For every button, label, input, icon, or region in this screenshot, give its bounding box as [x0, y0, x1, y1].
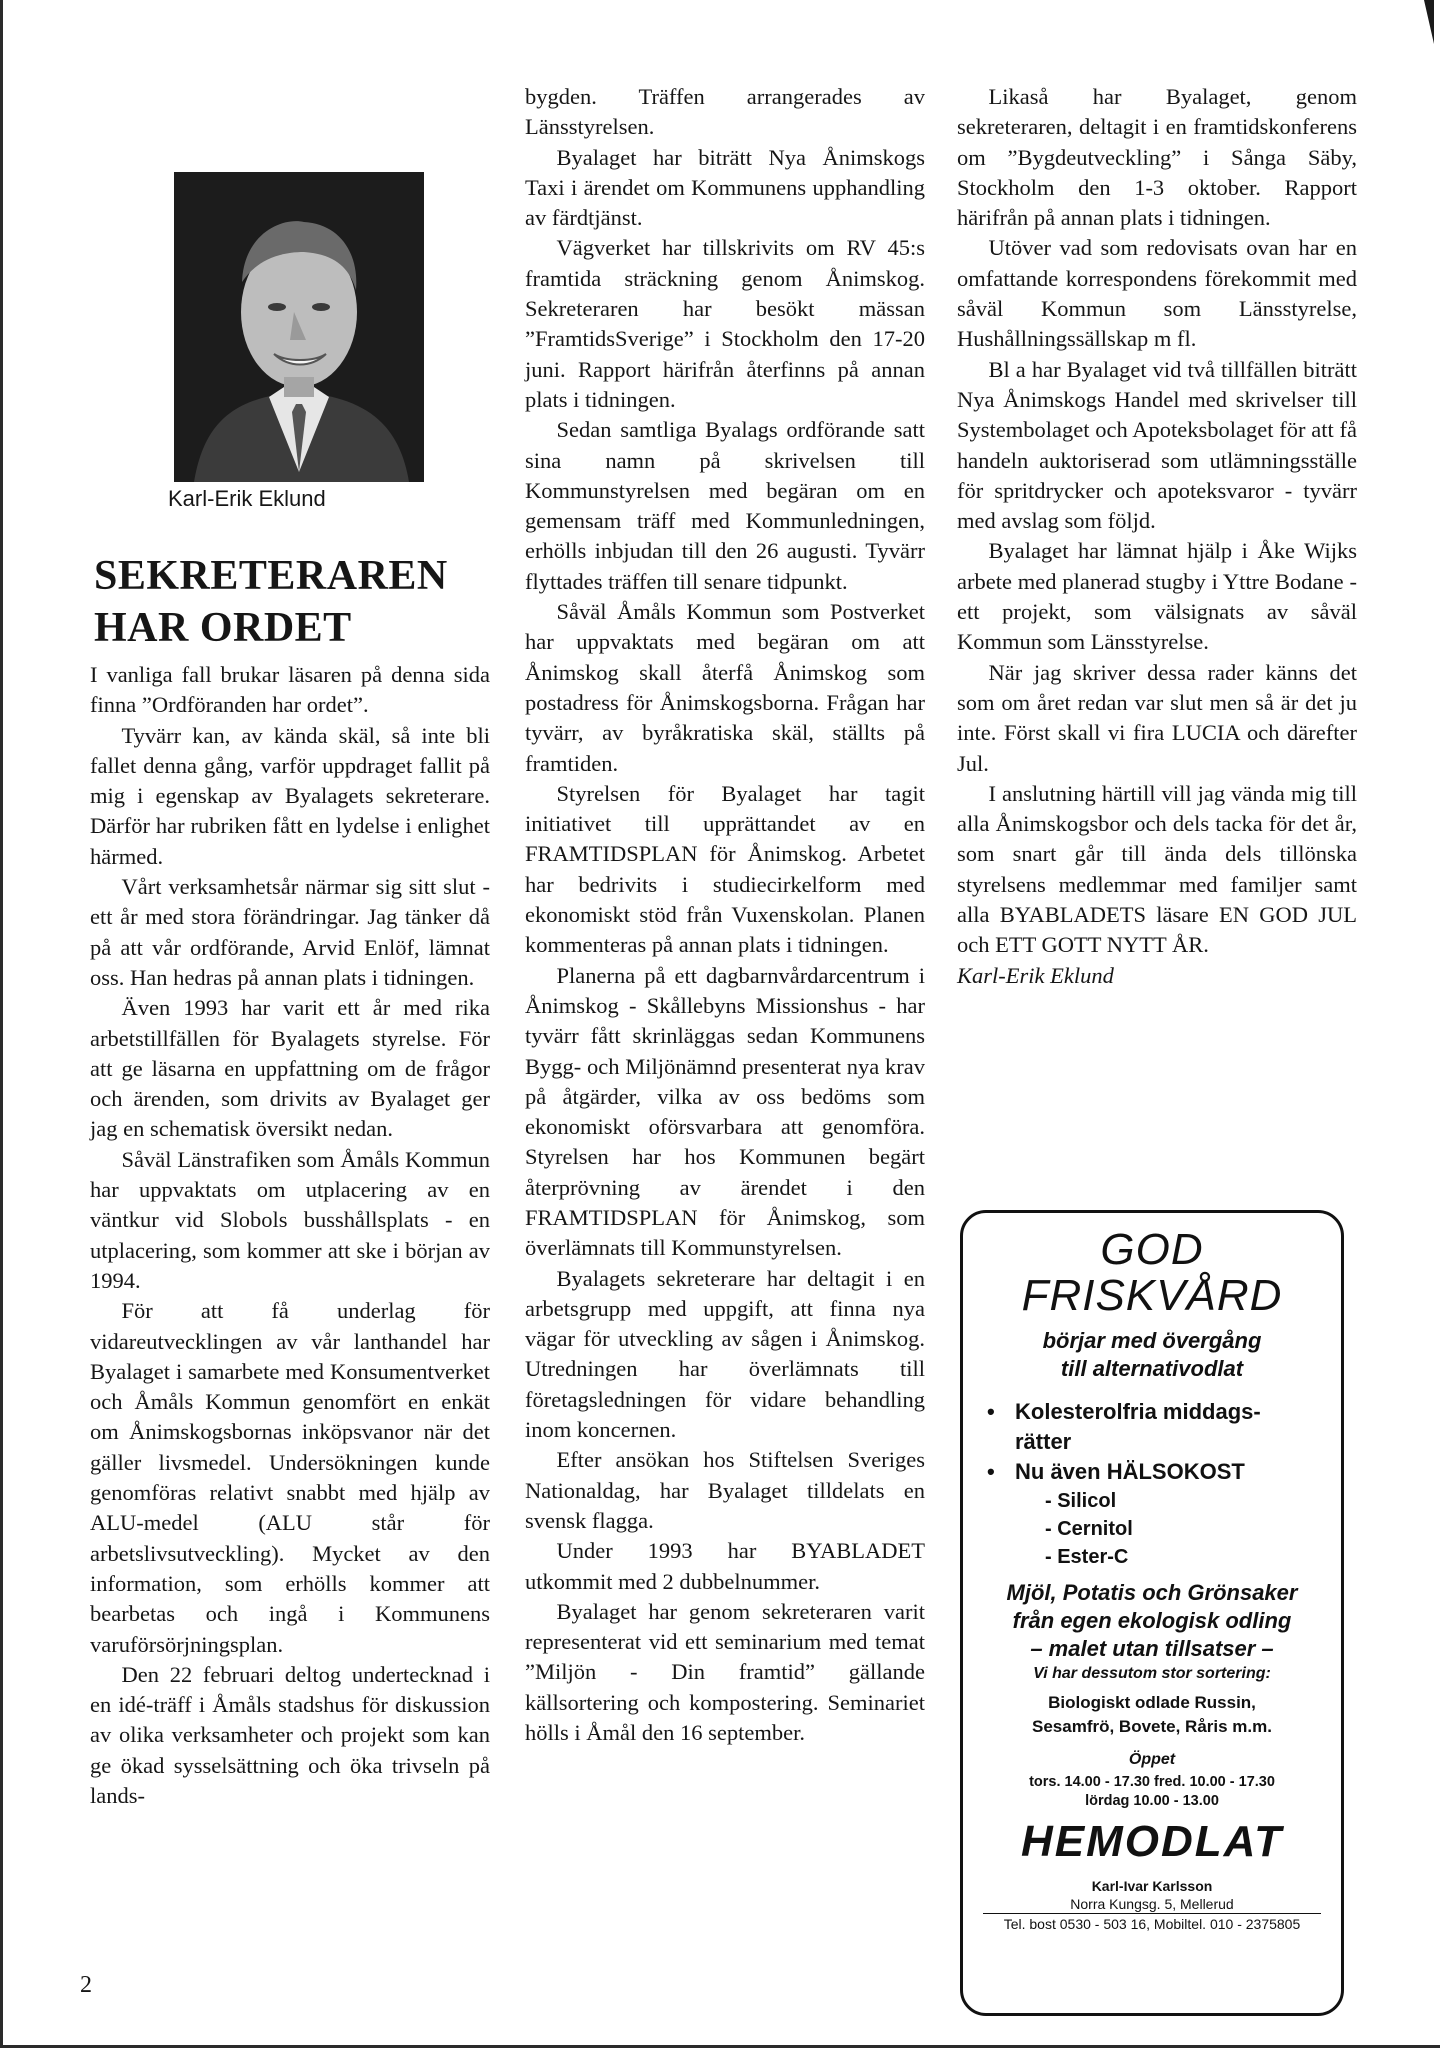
ad-assortment-text: Vi har dessutom stor sortering: — [1033, 1665, 1271, 1682]
ad-subheadline-line-2: till alternativodlat — [1060, 1356, 1244, 1381]
ad-produce-line: från egen ekologisk odling — [1012, 1608, 1292, 1633]
ad-subheadline — [963, 1327, 1341, 1383]
paragraph: I anslutning härtill vill jag vända mig till alla Ånimskogsbor och dels tacka för det år, som snart går till ända dels tillönska styrelsens medlemmar med familjer samt alla BYABLADETS läsare EN GOD JUL och ETT GOTT NYTT ÅR. — [957, 780, 1357, 958]
ad-bullet-line: Kolesterolfria middags- — [1015, 1399, 1261, 1424]
paragraph: bygden. Träffen arrangerades av Länsstyrelsen. — [525, 84, 925, 140]
paragraph: För att få underlag för vidareutvecklingen av vår lanthandel har Byalaget i samarbete med Konsumentverket och Åmåls Kommun genomfört en enkät om Ånimskogsbornas inköpsvanor när det gäller livsmedel. Undersökningen kunde genomföras relativt snabbt med hjälp av ALU-medel (ALU står för arbetslivsutveckling). Mycket av den information, som erhölls kommer att bearbetas och ingå i Kommunens varuförsörjningsplan. — [90, 1298, 490, 1657]
ad-sub-item: - Silicol — [1045, 1490, 1117, 1512]
ad-products-line: Biologiskt odlade Russin, — [1048, 1693, 1256, 1712]
ad-sub-item: - Cernitol — [1045, 1518, 1133, 1540]
paragraph: Bl a har Byalaget vid två tillfällen biträtt Nya Ånimskogs Handel med skrivelser till Systembolaget och Apoteksbolaget för att få handeln auktoriserad som utlämningsställe för spritdrycker och apoteksvaror - tyvärr med avslag som följd. — [957, 356, 1357, 534]
page-number: 2 — [80, 1972, 92, 1998]
paragraph: Byalaget har biträtt Nya Ånimskogs Taxi i ärendet om Kommunens upphandling av färdtjänst. — [525, 144, 925, 231]
advertisement-box — [960, 1210, 1344, 2016]
paragraph: Under 1993 har BYABLADET utkommit med 2 dubbelnummer. — [525, 1538, 925, 1594]
portrait-photo — [174, 172, 424, 482]
paragraph: Även 1993 har varit ett år med rika arbetstillfällen för Byalagets styrelse. För att ge läsarna en uppfattning om de frågor och ärenden, som drivits av Byalaget ger jag en schematisk översikt nedan. — [90, 995, 490, 1142]
headline-line-2: HAR ORDET — [94, 605, 352, 651]
ad-produce-line: – malet utan tillsatser – — [1030, 1636, 1274, 1661]
paragraph: Vårt verksamhetsår närmar sig sitt slut - ett år med stora förändringar. Jag tänker då på att vår ordförande, Arvid Enlöf, lämnat oss. Han hedras på annan plats i tidningen. — [90, 874, 490, 990]
ad-bullet-text — [1015, 1397, 1261, 1457]
ad-owner-name: Karl-Ivar Karlsson — [1091, 1878, 1213, 1894]
paragraph: Sedan samtliga Byalags ordförande satt sina namn på skrivelsen till Kommunstyrelsen med begäran om en gemensam träff med Kommunledningen, erhölls inbjudan till den 26 augusti. Tyvärr flyttades träffen till senare tidpunkt. — [525, 417, 925, 594]
ad-products-line: Sesamfrö, Bovete, Råris m.m. — [1032, 1717, 1272, 1736]
paragraph: Byalaget har lämnat hjälp i Åke Wijks arbete med planerad stugby i Yttre Bodane - ett projekt, som välsignats av såväl Kommun som Länsstyrelse. — [957, 538, 1357, 655]
ad-opening-hours — [963, 1773, 1341, 1811]
ad-produce-line: Mjöl, Potatis och Grönsaker — [1006, 1580, 1298, 1605]
ad-address: Norra Kungsg. 5, Mellerud — [1070, 1896, 1234, 1912]
paragraph: Planerna på ett dagbarnvårdarcentrum i Ånimskog - Skållebyns Missionshus - har tyvärr fått skrinläggas sedan Kommunens Bygg- och Miljönämnd presenterat nya krav på åtgärder, vilka av oss bedöms som ekonomiskt oförsvarbara att genomföra. Styrelsen har hos Kommunen begärt återprövning av ärendet i den FRAMTIDSPLAN för Ånimskog, som överlämnats till Kommunstyrelsen. — [525, 962, 925, 1261]
paragraph: Tyvärr kan, av kända skäl, så inte bli fallet denna gång, varför uppdraget fallit på mig i egenskap av Byalagets sekreterare. Därför har rubriken fått en lydelse i enlighet härmed. — [90, 722, 490, 869]
paragraph: När jag skriver dessa rader känns det som om året redan var slut men så är det ju inte. Först skall vi fira LUCIA och därefter Jul. — [957, 659, 1357, 776]
ad-subheadline-line-1: börjar med övergång — [1042, 1328, 1262, 1353]
ad-hours-line: tors. 14.00 - 17.30 fred. 10.00 - 17.30 — [1029, 1774, 1275, 1790]
paragraph: Byalagets sekreterare har deltagit i en arbetsgrupp med uppgift, att finna nya vägar för utveckling av sågen i Ånimskog. Utredningen har överlämnats till företagsledningen för vidare behandling inom koncernen. — [525, 1265, 925, 1443]
ad-bullet-list — [987, 1397, 1325, 1571]
paragraph: Efter ansökan hos Stiftelsen Sveriges Nationaldag, har Byalaget tilldelats en svensk flagga. — [525, 1447, 925, 1533]
paragraph: Såväl Åmåls Kommun som Postverket har uppvaktats med begäran om att Ånimskog skall återfå Ånimskog som postadress för Ånimskogsborna. Frågan har tyvärr, av byråkratiska skäl, ställts på framtiden. — [525, 599, 925, 776]
article-column-left — [90, 660, 490, 1811]
ad-bullet-item — [987, 1397, 1325, 1457]
article-signature: Karl-Erik Eklund — [957, 962, 1114, 988]
paragraph: Den 22 februari deltog undertecknad i en idé-träff i Åmåls stadshus för diskussion av olika verksamheter och projekt som kan ge ökad sysselsättning och öka trivseln på lands- — [90, 1661, 490, 1808]
ad-headline-friskvard: FRISKVÅRD — [1021, 1271, 1283, 1320]
ad-sub-item: - Ester-C — [1045, 1546, 1129, 1568]
ad-hours-line: lördag 10.00 - 13.00 — [1085, 1793, 1219, 1809]
headline-line-1: SEKRETERAREN — [94, 553, 448, 599]
ad-open-label: Öppet — [1128, 1751, 1176, 1768]
article-column-middle — [525, 82, 925, 1748]
ad-produce-text — [963, 1579, 1341, 1663]
bullet-icon: • — [987, 1399, 995, 1424]
paragraph: Såväl Länstrafiken som Åmåls Kommun har uppvaktats om utplacering av en väntkur vid Slobols busshållsplats - en utplacering, som kommer att ske i början av 1994. — [90, 1146, 490, 1293]
ad-telephone: Tel. bost 0530 - 503 16, Mobiltel. 010 - 2375805 — [983, 1913, 1321, 1932]
ad-bullet-text: Nu även HÄLSOKOST — [1015, 1459, 1245, 1484]
paragraph: Styrelsen för Byalaget har tagit initiativet till upprättandet av en FRAMTIDSPLAN för Ånimskog. Arbetet har bedrivits i studiecirkelform med ekonomiskt stöd från Vuxenskolan. Planen kommenteras på annan plats i tidningen. — [525, 780, 925, 958]
bullet-icon: • — [987, 1459, 995, 1484]
paragraph: Likaså har Byalaget, genom sekreteraren, deltagit i en framtidskonferens om ”Bygdeutveckling” i Sånga Säby, Stockholm den 1-3 oktober. Rapport härifrån på annan plats i tidningen. — [957, 84, 1357, 231]
ad-brand-logo: HEMODLAT — [1020, 1817, 1284, 1866]
scan-corner-mark — [1424, 0, 1434, 44]
ad-headline-god: GOD — [1100, 1225, 1204, 1274]
article-headline — [94, 550, 494, 654]
ad-bullet-item — [987, 1457, 1325, 1487]
paragraph: Byalaget har genom sekreteraren varit representerat vid ett seminarium med temat ”Miljön - Din framtid” gällande källsortering och kompostering. Seminariet hölls i Åmål den 16 september. — [525, 1598, 925, 1746]
paragraph: Vägverket har tillskrivits om RV 45:s framtida sträckning genom Ånimskog. Sekreteraren har besökt mässan ”FramtidsSverige” i Stockholm den 17-20 juni. Rapport härifrån återfinns på annan plats i tidningen. — [525, 235, 925, 412]
ad-bullet-line: rätter — [1015, 1429, 1072, 1454]
ad-products — [963, 1691, 1341, 1739]
photo-caption: Karl-Erik Eklund — [168, 486, 326, 511]
paragraph: Utöver vad som redovisats ovan har en omfattande korrespondens förekommit med såväl Kommun som Länsstyrelse, Hushållningssällskap m fl. — [957, 235, 1357, 352]
paragraph: I vanliga fall brukar läsaren på denna sida finna ”Ordföranden har ordet”. — [90, 662, 490, 718]
article-column-right — [957, 82, 1357, 991]
portrait-illustration — [174, 172, 424, 482]
